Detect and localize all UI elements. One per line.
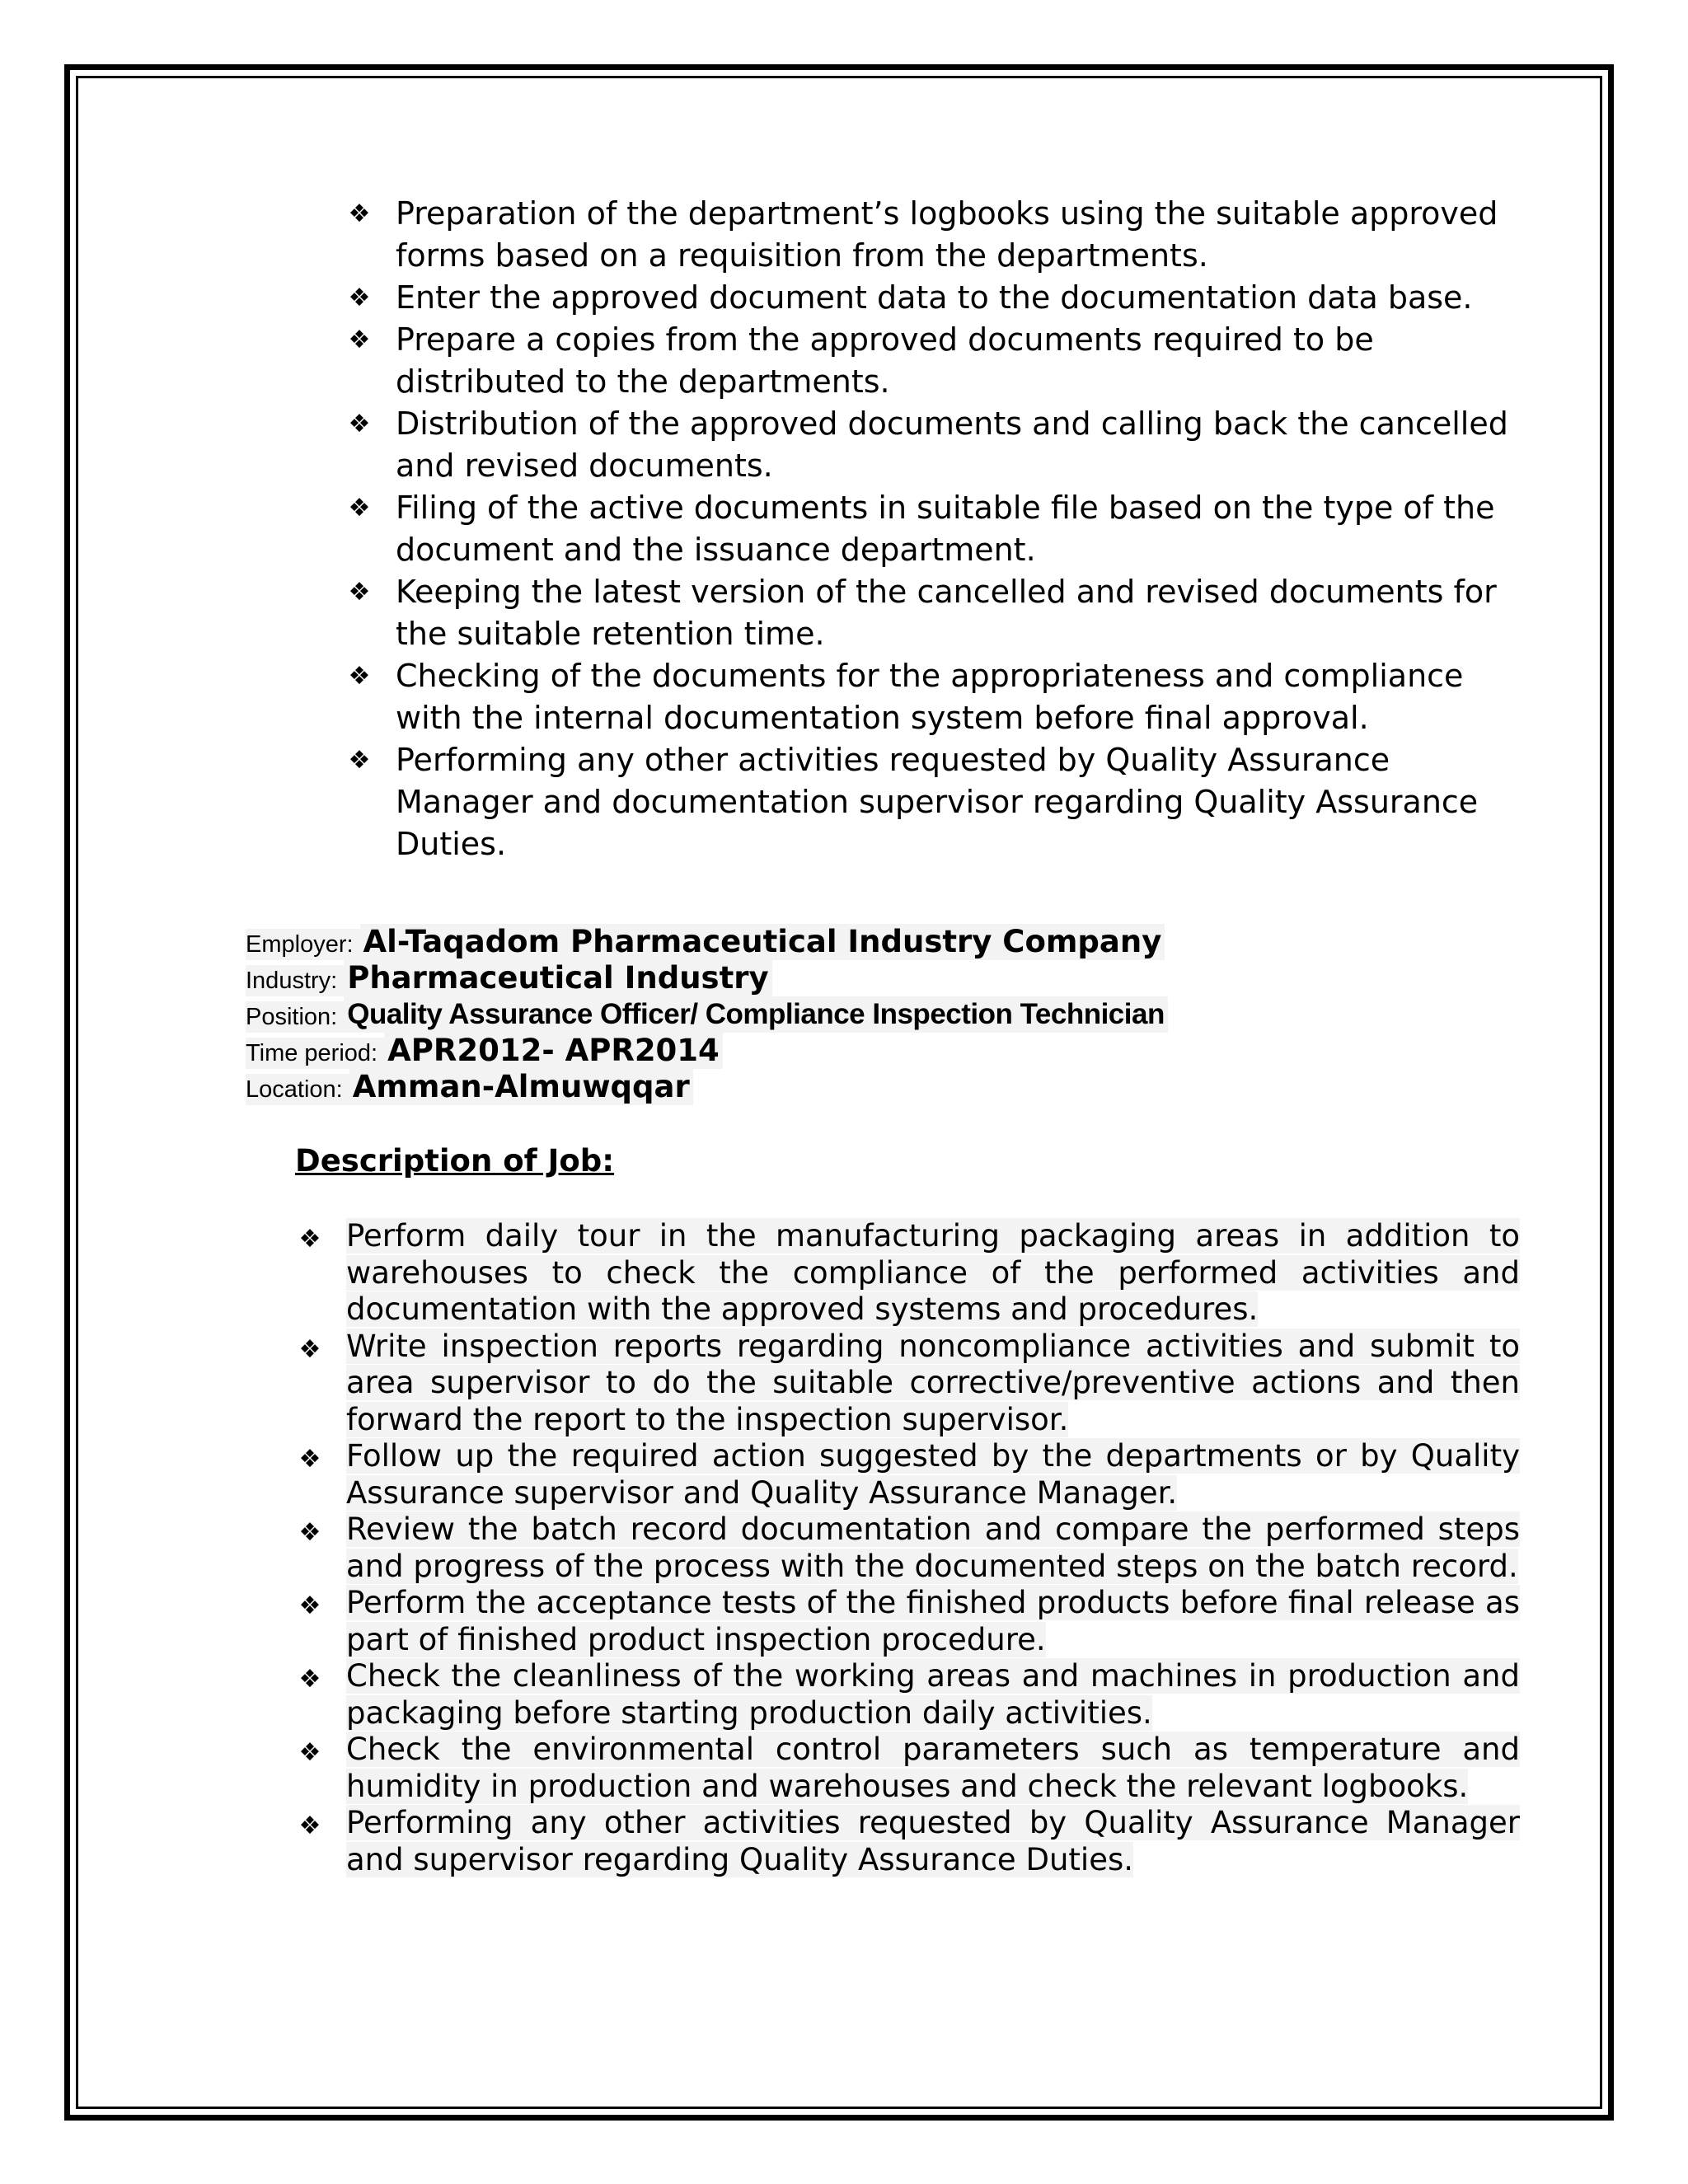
list-item: ❖ Check the environmental control parameters such as temperature and humidity in production and warehouses and check the relevant logbooks. — [293, 1732, 1520, 1805]
industry-value: Pharmaceutical Industry — [344, 960, 771, 996]
diamond-bullet-icon: ❖ — [298, 1334, 321, 1364]
employer-label: Employer: — [246, 929, 360, 960]
employer-value: Al-Taqadom Pharmaceutical Industry Company — [360, 924, 1165, 960]
list-item: ❖ Enter the approved document data to the documentation data base. — [343, 277, 1530, 319]
industry-label: Industry: — [246, 965, 344, 996]
diamond-bullet-icon: ❖ — [298, 1225, 321, 1254]
diamond-bullet-icon: ❖ — [298, 1518, 321, 1547]
diamond-bullet-icon: ❖ — [348, 284, 371, 312]
diamond-bullet-icon: ❖ — [298, 1738, 321, 1767]
diamond-bullet-icon: ❖ — [298, 1445, 321, 1474]
position-row — [246, 996, 1564, 1033]
diamond-bullet-icon: ❖ — [298, 1665, 321, 1694]
list-item: ❖ Check the cleanliness of the working areas and machines in production and packaging before starting production daily activities. — [293, 1658, 1520, 1732]
duties-list-previous — [343, 193, 1530, 865]
diamond-bullet-icon: ❖ — [348, 199, 371, 228]
list-item: ❖ Perform daily tour in the manufacturing packaging areas in addition to warehouses to check the compliance of the performed activities and documentation with the approved systems and procedures. — [293, 1218, 1520, 1329]
position-value: Quality Assurance Officer/ Compliance Inspection Technician — [344, 996, 1168, 1033]
location-row — [246, 1069, 1564, 1105]
diamond-bullet-icon: ❖ — [348, 410, 371, 438]
list-item: ❖ Preparation of the department’s logbooks using the suitable approved forms based on a requisition from the departments. — [343, 193, 1530, 277]
time-period-label: Time period: — [246, 1038, 384, 1069]
list-item: ❖ Checking of the documents for the appropriateness and compliance with the internal documentation system before final approval. — [343, 655, 1530, 739]
list-item: ❖ Prepare a copies from the approved documents required to be distributed to the departments. — [343, 319, 1530, 403]
time-period-value: APR2012- APR2014 — [384, 1033, 723, 1069]
list-item: ❖ Keeping the latest version of the cancelled and revised documents for the suitable retention time. — [343, 571, 1530, 655]
position-label: Position: — [246, 1001, 344, 1033]
list-item: ❖ Performing any other activities requested by Quality Assurance Manager and supervisor regarding Quality Assurance Duties. — [293, 1805, 1520, 1878]
diamond-bullet-icon: ❖ — [348, 326, 371, 354]
list-item: ❖ Distribution of the approved documents and calling back the cancelled and revised documents. — [343, 403, 1530, 487]
industry-row — [246, 960, 1564, 996]
location-value: Amman-Almuwqqar — [349, 1069, 693, 1105]
diamond-bullet-icon: ❖ — [298, 1811, 321, 1840]
diamond-bullet-icon: ❖ — [348, 662, 371, 691]
list-item: ❖ Performing any other activities requested by Quality Assurance Manager and documentation supervisor regarding Quality Assurance Duties. — [343, 739, 1530, 865]
diamond-bullet-icon: ❖ — [348, 578, 371, 607]
list-item: ❖ Follow up the required action suggested by the departments or by Quality Assurance supervisor and Quality Assurance Manager. — [293, 1438, 1520, 1511]
diamond-bullet-icon: ❖ — [348, 746, 371, 775]
duties-list-current — [293, 1218, 1520, 1878]
employer-row — [246, 924, 1564, 960]
diamond-bullet-icon: ❖ — [298, 1591, 321, 1620]
time-period-row — [246, 1033, 1564, 1069]
list-item: ❖ Perform the acceptance tests of the finished products before final release as part of finished product inspection procedure. — [293, 1585, 1520, 1658]
list-item: ❖ Review the batch record documentation and compare the performed steps and progress of the process with the documented steps on the batch record. — [293, 1511, 1520, 1585]
list-item: ❖ Write inspection reports regarding noncompliance activities and submit to area supervisor to do the suitable corrective/preventive actions and then forward the report to the inspection supervisor. — [293, 1329, 1520, 1439]
description-heading: Description of Job: — [295, 1143, 615, 1179]
diamond-bullet-icon: ❖ — [348, 494, 371, 523]
location-label: Location: — [246, 1074, 349, 1105]
list-item: ❖ Filing of the active documents in suitable file based on the type of the document and the issuance department. — [343, 487, 1530, 571]
employer-info-block — [246, 924, 1564, 1105]
